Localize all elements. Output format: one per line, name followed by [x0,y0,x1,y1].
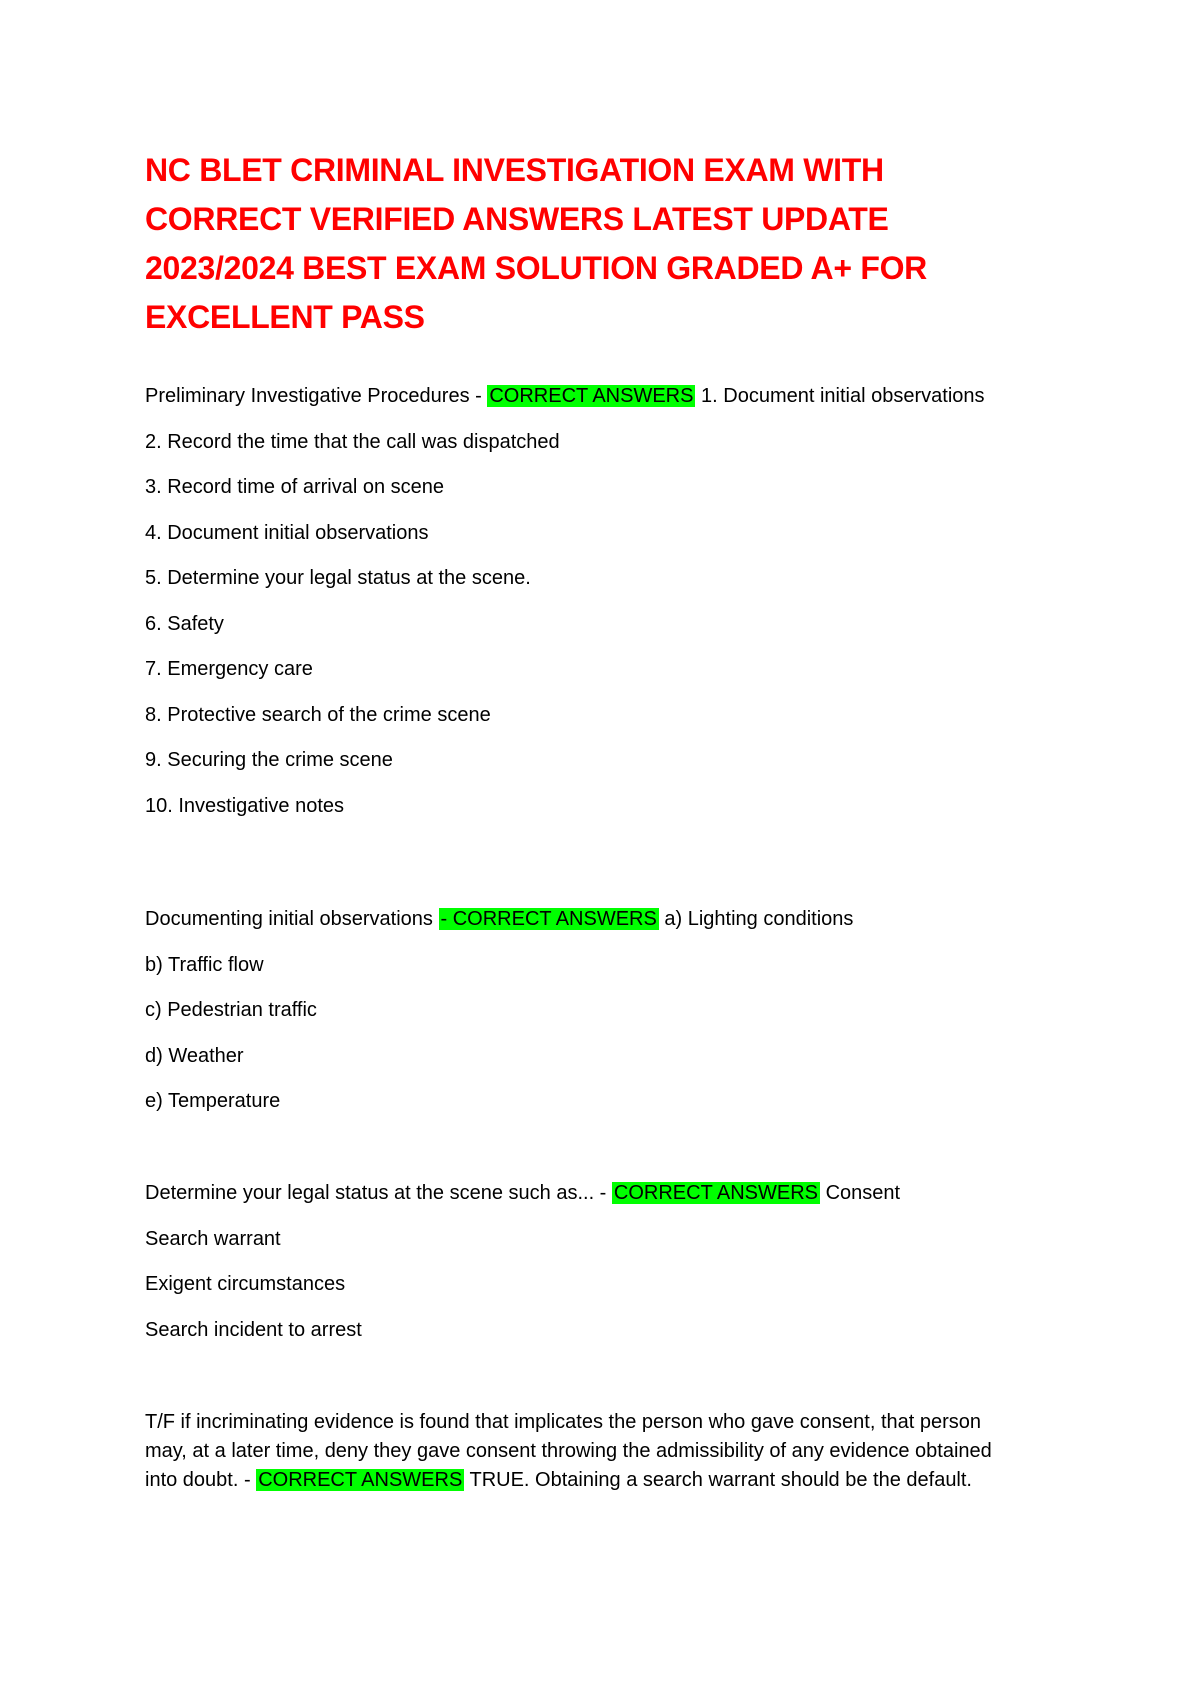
question-block-2 [145,904,1045,1132]
answer-item: e) Temperature [145,1090,281,1112]
correct-answers-tag: CORRECT ANSWERS [258,1469,463,1491]
answer-item: 4. Document initial observations [145,521,429,544]
answer-item: 5. Determine your legal status at the scene. [145,567,531,589]
question-text: Determine your legal status at the scene such as... - [145,1182,612,1204]
answer-item: b) Traffic flow [145,953,264,976]
question-text: T/F if incriminating evidence is found that implicates the person who gave consent, that person may, at a later time, deny they gave consent throwing the admissibility of any evidence obtained into doubt. - [145,1411,992,1491]
question-paragraph [145,1408,1025,1495]
question-line [145,1178,1045,1208]
answer-item: 9. Securing the crime scene [145,749,393,771]
answer-text: TRUE. Obtaining a search warrant should be the default. [464,1469,972,1491]
question-block-3 [145,1178,1045,1360]
correct-answers-tag: - CORRECT ANSWERS [440,908,657,930]
answer-item: 2. Record the time that the call was dispatched [145,430,560,453]
question-line [145,381,1045,411]
question-text: Preliminary Investigative Procedures - [145,385,488,407]
answer-item: 8. Protective search of the crime scene [145,703,491,726]
document-title: NC BLET CRIMINAL INVESTIGATION EXAM WITH CORRECT VERIFIED ANSWERS LATEST UPDATE 2023/2024 BEST EXAM SOLUTION GRADED A+ FOR EXCELLENT PASS [145,152,927,335]
answer-item: 10. Investigative notes [145,794,345,817]
answer-text: Consent [820,1182,901,1204]
answer-item: Search incident to arrest [145,1318,362,1341]
answer-item: 7. Emergency care [145,658,313,680]
question-block-1 [145,381,1045,836]
question-block-4 [145,1408,1025,1495]
answer-text: a) Lighting conditions [658,908,854,930]
answer-text: 1. Document initial observations [695,385,985,407]
answer-item: d) Weather [145,1044,244,1067]
answer-item: Exigent circumstances [145,1273,346,1295]
question-line [145,904,1045,934]
answer-item: Search warrant [145,1227,281,1250]
question-text: Documenting initial observations [145,908,439,930]
answer-item: 6. Safety [145,612,224,635]
answer-item: c) Pedestrian traffic [145,999,317,1021]
answer-item: 3. Record time of arrival on scene [145,476,445,498]
correct-answers-tag: CORRECT ANSWERS [489,385,694,407]
correct-answers-tag: CORRECT ANSWERS [613,1182,819,1204]
